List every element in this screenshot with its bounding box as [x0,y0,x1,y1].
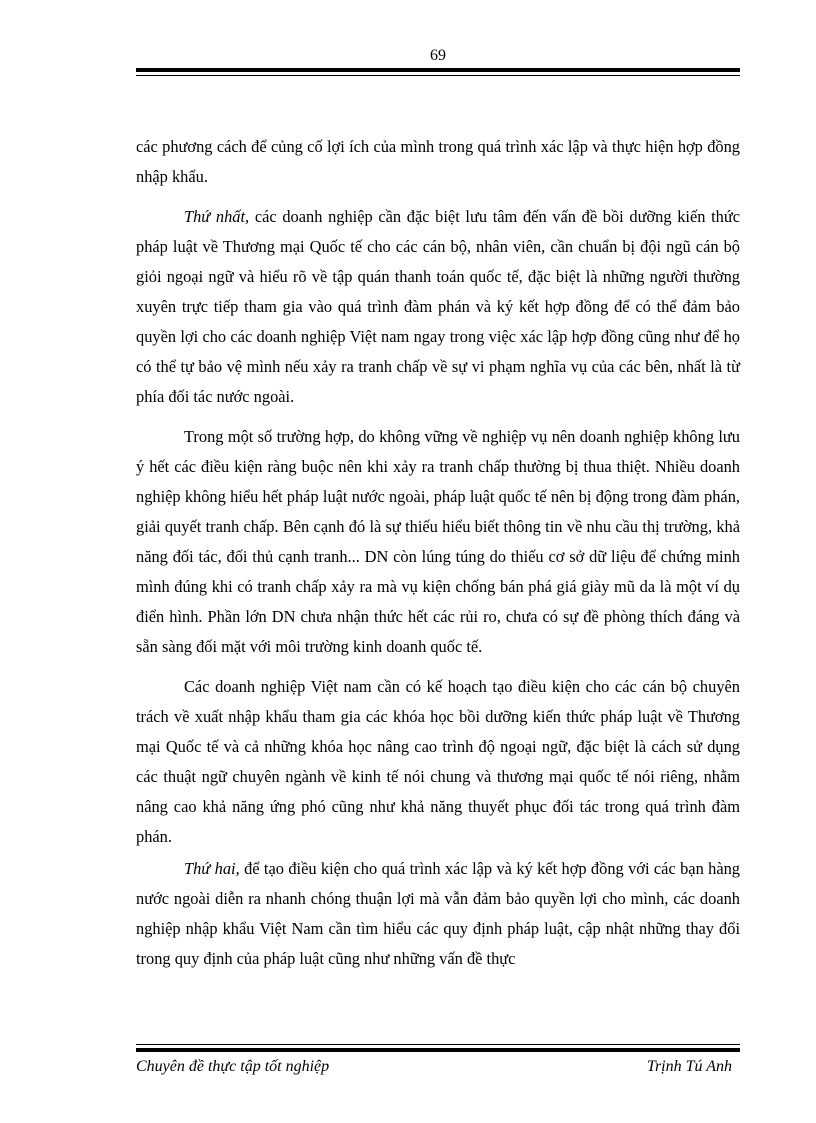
paragraph-lead: Thứ hai, [184,859,240,878]
paragraph-disputes [136,422,740,662]
paragraph-first-point [136,202,740,412]
header-rule-thin [136,75,740,76]
body-text [136,132,740,984]
paragraph-text: Trong một số trường hợp, do không vững về nghiệp vụ nên doanh nghiệp không lưu ý hết các điều kiện ràng buộc nên khi xảy ra tranh chấp thường bị thua thiệt. Nhiều doanh nghiệp không hiểu hết pháp luật nước ngoài, pháp luật quốc tế nên bị động trong đàm phán, giải quyết tranh chấp. Bên cạnh đó là sự thiếu hiểu biết thông tin về nhu cầu thị trường, khả năng đối tác, đối thủ cạnh tranh... DN còn lúng túng do thiếu cơ sở dữ liệu để chứng minh mình đúng khi có tranh chấp xảy ra mà vụ kiện chống bán phá giá giày mũ da là một ví dụ điển hình. Phần lớn DN chưa nhận thức hết các rủi ro, chưa có sự đề phòng thích đáng và sẵn sàng đối mặt với môi trường kinh doanh quốc tế. [136,427,740,656]
header-rule-thick [136,68,740,72]
page-number: 69 [430,47,446,64]
footer-author: Trịnh Tú Anh [646,1058,732,1075]
paragraph-text: để tạo điều kiện cho quá trình xác lập và ký kết hợp đồng với các bạn hàng nước ngoài diễn ra nhanh chóng thuận lợi mà vẫn đảm bảo quyền lợi cho mình, các doanh nghiệp nhập khẩu Việt Nam cần tìm hiểu các quy định pháp luật, cập nhật những thay đổi trong quy định của pháp luật cũng như những vấn đề thực [136,859,741,968]
footer-rule-thick [136,1048,740,1052]
paragraph-text: Các doanh nghiệp Việt nam cần có kế hoạch tạo điều kiện cho các cán bộ chuyên trách về xuất nhập khẩu tham gia các khóa học bồi dưỡng kiến thức pháp luật về Thương mại Quốc tế và cả những khóa học nâng cao trình độ ngoại ngữ, đặc biệt là cách sử dụng các thuật ngữ chuyên ngành về kinh tế nói chung và thương mại quốc tế nói riêng, nhằm nâng cao khả năng ứng phó cũng như khả năng thuyết phục đối tác trong quá trình đàm phán. [136,677,740,846]
paragraph-text: các doanh nghiệp cần đặc biệt lưu tâm đến vấn đề bồi dưỡng kiến thức pháp luật về Thương mại Quốc tế cho các cán bộ, nhân viên, cần chuẩn bị đội ngũ cán bộ giỏi ngoại ngữ và hiểu rõ về tập quán thanh toán quốc tế, đặc biệt là những người thường xuyên trực tiếp tham gia vào quá trình đàm phán và ký kết hợp đồng để có thể đảm bảo quyền lợi cho các doanh nghiệp Việt nam ngay trong việc xác lập hợp đồng cũng như để họ có thể tự bảo vệ mình nếu xảy ra tranh chấp về sự vi phạm nghĩa vụ của các bên, nhất là từ phía đối tác nước ngoài. [136,207,741,406]
paragraph-lead: Thứ nhất, [184,207,250,226]
footer-rule-thin [136,1044,740,1045]
paragraph-training [136,672,740,852]
paragraph-text: các phương cách để củng cố lợi ích của mình trong quá trình xác lập và thực hiện hợp đồng nhập khẩu. [136,137,740,186]
paragraph-continuation [136,132,740,192]
paragraph-second-point [136,854,740,974]
footer-document-title: Chuyên đề thực tập tốt nghiệp [136,1058,330,1075]
